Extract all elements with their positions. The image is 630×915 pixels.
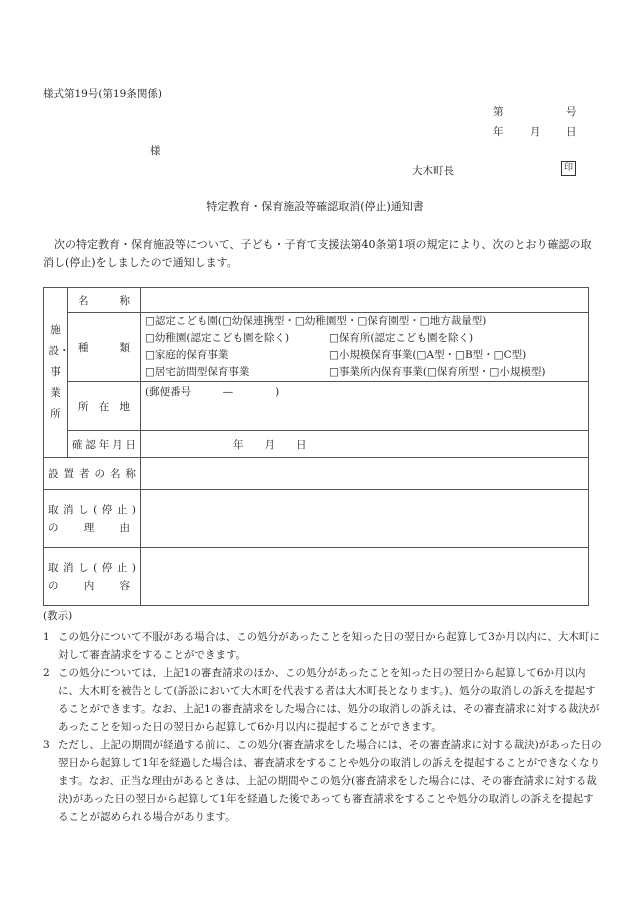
operator-label-cell: 設置者の名称 [44,458,141,490]
type-option-shokibo[interactable]: □小規模保育事業(□A型・□B型・□C型) [329,349,527,361]
seal-text: 印 [561,161,576,176]
postal-code-field[interactable]: (郵便番号 — ) [145,386,280,398]
type-option-youchien[interactable]: □幼稚園(認定こども園を除く) [145,332,290,344]
type-option-row-2 [145,330,584,347]
date-day-label: 日 [566,126,577,138]
content-value-cell [141,548,589,606]
number-label-go: 号 [566,106,577,118]
operator-value-cell [141,458,589,490]
reason-value-cell [141,490,589,548]
confirm-date-value[interactable]: 年 月 日 [233,438,307,451]
form-number: 様式第19号(第19条関係) [43,88,162,100]
intro-paragraph: 次の特定教育・保育施設等について、子ども・子育て支援法第40条第1項の規定により、次のとおり確認の取消し(停止)をしましたので通知します。 [43,238,592,269]
reason-label-cell: 取消し(停止) の 理 由 [44,490,141,548]
type-option-hoikusho[interactable]: □保育所(認定こども園を除く) [329,332,474,344]
number-label-dai: 第 [493,106,504,118]
confirm-date-label-cell: 確認年月日 [68,431,141,458]
seal-mark [561,161,576,176]
address-label-cell: 所 在 地 [68,382,141,431]
type-options-cell [141,313,589,382]
instruction-section [43,607,603,826]
type-option-kyotaku[interactable]: □居宅訪問型保育事業 [145,366,250,378]
name-value-cell [141,288,589,313]
date-month-label: 月 [530,126,541,138]
facility-group-label: 施設・事業所 [44,288,68,458]
instruction-heading: (教示) [43,610,73,622]
instruction-item-2: 2 この処分については、上記1の審査請求のほか、この処分があったことを知った日の翌日から起算して6か月以内に、大木町を被告として(訴訟において大木町を代表する者は大木町長となります。)、処分の取消しの訴えを提起することができます。なお、上記1の審査請求をした場合には、処分の取消しの訴えは、その審査請求に対する裁決があったことを知った日の翌日から起算して6か月以内に提起することができます。 [43,667,600,733]
facility-table [43,287,589,606]
document-title: 特定教育・保育施設等確認取消(停止)通知書 [206,200,424,213]
type-option-row-1 [145,313,584,330]
issuer: 大木町長 [412,165,454,177]
type-option-katei[interactable]: □家庭的保育事業 [145,349,229,361]
instruction-item-3: 3 ただし、上記の期間が経過する前に、この処分(審査請求をした場合には、その審査請求に対する裁決)があった日の翌日から起算して1年を経過した場合は、審査請求をすることや処分の取消しの訴えを提起することができなくなります。なお、正当な理由があるときは、上記の期間やこの処分(審査請求をした場合には、その審査請求に対する裁決)があった日の翌日から起算して1年を経過した後であっても審査請求をすることや処分の取消しの訴えを提起することが認められる場合があります。 [43,739,602,823]
type-option-jigyoshonai[interactable]: □事業所内保育事業(□保育所型・□小規模型) [329,366,546,378]
type-label-cell: 種 類 [68,313,141,382]
name-label-cell: 名 称 [68,288,141,313]
confirm-date-value-cell [141,431,589,458]
type-option-row-4 [145,364,584,381]
instruction-item-1: 1 この処分について不服がある場合は、この処分があったことを知った日の翌日から起算して3か月以内に、大木町に対して審査請求をすることができます。 [43,631,600,661]
addressee-suffix: 様 [150,145,161,157]
date-year-label: 年 [493,126,504,138]
address-value-cell [141,382,589,431]
content-label-cell: 取消し(停止) の 内 容 [44,548,141,606]
type-option-nintei[interactable]: □認定こども園(□幼保連携型・□幼稚園型・□保育園型・□地方裁量型) [145,315,487,327]
type-option-row-3 [145,347,584,364]
